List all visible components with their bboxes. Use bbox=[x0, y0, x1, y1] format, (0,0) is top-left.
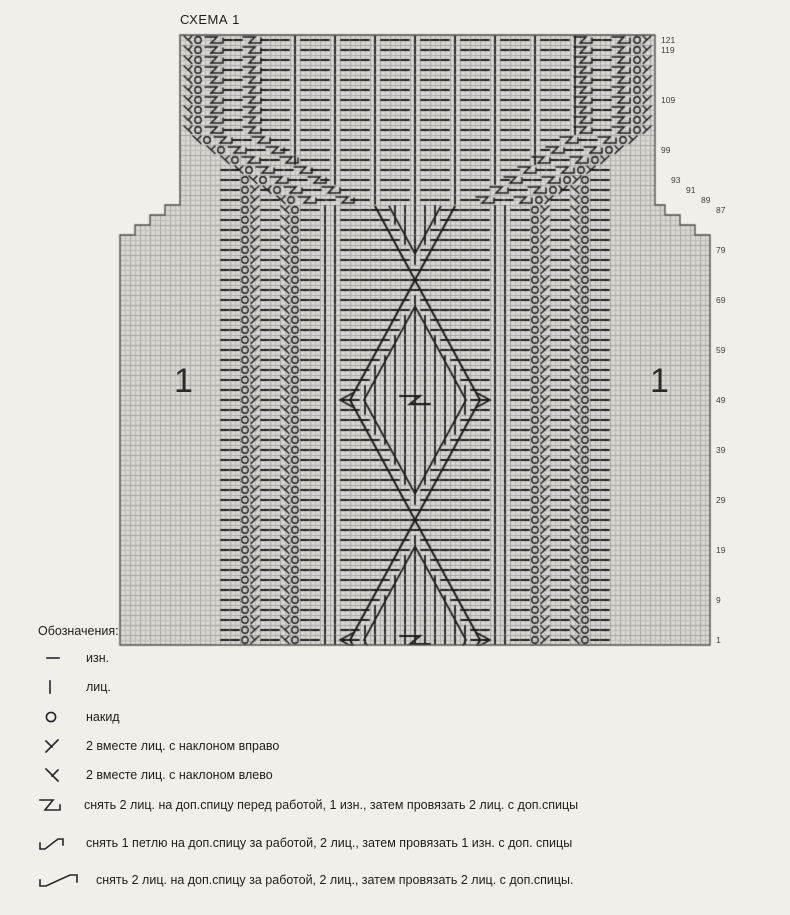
legend-item-cable-back-1 bbox=[36, 834, 572, 852]
purl-icon bbox=[42, 650, 64, 666]
cable-front-icon bbox=[38, 796, 64, 814]
row-number-label: 121 bbox=[661, 34, 676, 45]
k2tog-right-icon bbox=[42, 738, 64, 754]
row-number-label: 69 bbox=[716, 294, 726, 305]
row-number-label: 59 bbox=[716, 344, 726, 355]
row-number-label: 93 bbox=[671, 174, 681, 185]
row-number-label: 29 bbox=[716, 494, 726, 505]
cable-back2-icon bbox=[38, 871, 80, 889]
row-number-label: 109 bbox=[661, 94, 676, 105]
legend-item-label: лиц. bbox=[86, 680, 111, 694]
legend-item-knit bbox=[36, 679, 111, 695]
row-number-label: 39 bbox=[716, 444, 726, 455]
legend-item-yarn-over bbox=[36, 709, 120, 725]
k2tog-left-icon bbox=[42, 767, 64, 783]
legend-item-k2tog-left bbox=[36, 767, 273, 783]
legend-item-label: 2 вместе лиц. с наклоном влево bbox=[86, 768, 273, 782]
legend-item-label: изн. bbox=[86, 651, 110, 665]
row-number-label: 87 bbox=[716, 204, 726, 215]
row-number-label: 1 bbox=[716, 634, 721, 645]
legend-item-purl bbox=[36, 650, 109, 666]
legend-item-label: снять 2 лиц. на доп.спицу перед работой, 1 изн., затем провязать 2 лиц. с доп.спицы bbox=[84, 798, 579, 812]
legend-item-label: 2 вместе лиц. с наклоном вправо bbox=[86, 739, 280, 753]
row-number-label: 99 bbox=[661, 144, 671, 155]
row-number-label: 89 bbox=[701, 194, 711, 205]
legend-item-k2tog-right bbox=[36, 738, 279, 754]
section-label-right: 1 bbox=[650, 362, 669, 400]
legend-title: Обозначения: bbox=[38, 624, 119, 638]
row-number-label: 119 bbox=[661, 44, 675, 55]
row-number-label: 91 bbox=[686, 184, 696, 195]
knitting-chart-canvas bbox=[115, 30, 725, 652]
row-number-label: 9 bbox=[716, 594, 721, 605]
legend-item-label: снять 1 петлю на доп.спицу за работой, 2 лиц., затем провязать 1 изн. с доп. спицы bbox=[86, 836, 573, 850]
knit-icon bbox=[42, 679, 64, 695]
legend-item-cable-back-2 bbox=[36, 871, 573, 889]
legend-item-cable-front bbox=[36, 796, 578, 814]
row-number-label: 19 bbox=[716, 544, 726, 555]
row-number-label: 79 bbox=[716, 244, 726, 255]
row-number-label: 49 bbox=[716, 394, 726, 405]
section-label-left: 1 bbox=[174, 362, 193, 400]
yarn-over-icon bbox=[42, 709, 64, 725]
legend-item-label: накид bbox=[86, 710, 120, 724]
legend-item-label: снять 2 лиц. на доп.спицу за работой, 2 лиц., затем провязать 2 лиц. с доп.спицы. bbox=[96, 873, 574, 887]
cable-back1-icon bbox=[38, 834, 66, 852]
chart-title: СХЕМА 1 bbox=[180, 12, 240, 27]
